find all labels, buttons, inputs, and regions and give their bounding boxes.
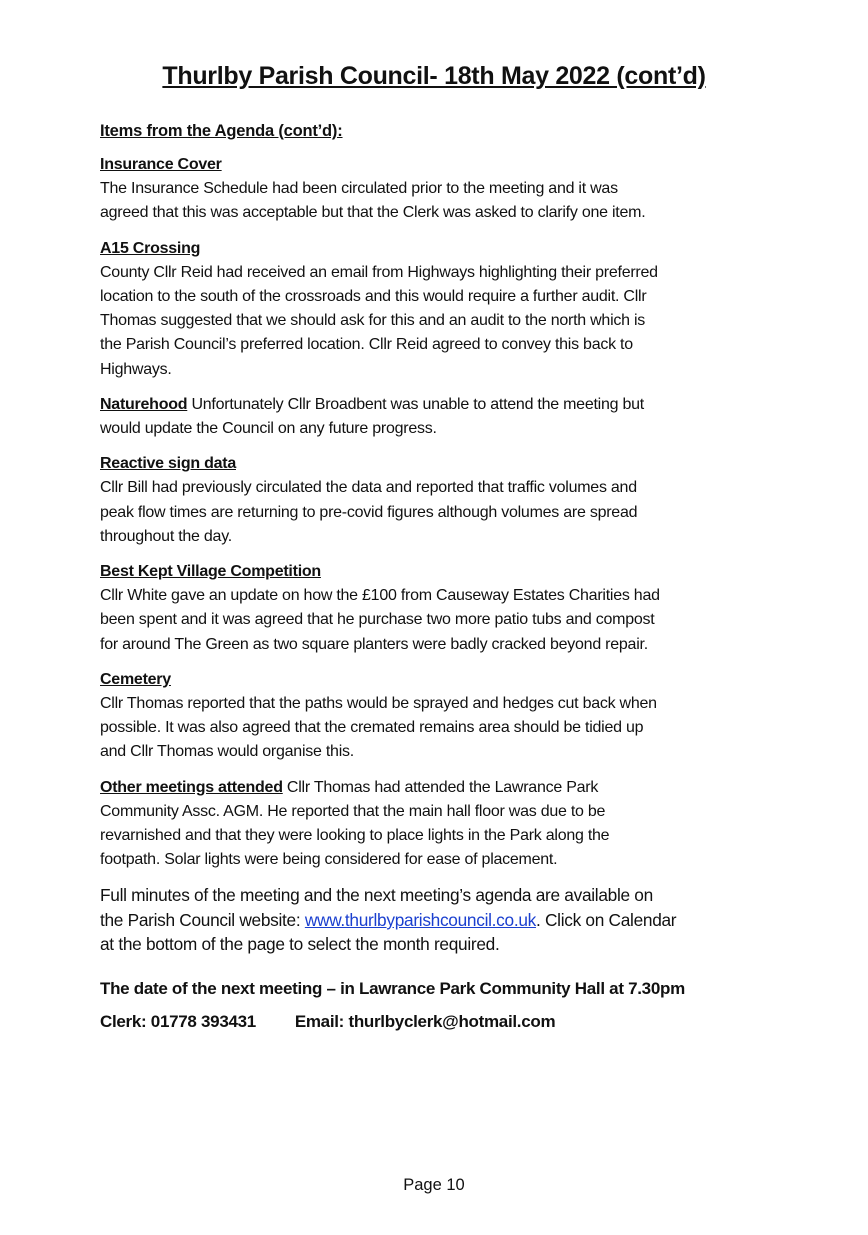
agenda-item-line [100,800,820,824]
document-body [100,122,820,1032]
text: peak flow times are returning to pre-covid figures although volumes are spread [100,503,638,521]
text: and Cllr Thomas would organise this. [100,743,354,761]
text: would update the Council on any future progress. [100,420,437,438]
text: footpath. Solar lights were being considered for ease of placement. [100,851,558,869]
text: the Parish Council’s preferred location. Cllr Reid agreed to convey this back to [100,336,633,354]
agenda-item-line [100,333,820,357]
agenda-item-line [100,633,820,657]
agenda-item-heading: Insurance Cover [100,156,222,173]
agenda-item-heading-line [100,668,820,692]
text: throughout the day. [100,527,232,545]
clerk-contact [100,1012,820,1032]
agenda-item-heading: Naturehood [100,395,188,413]
minutes-info-line: at the bottom of the page to select the month required. [100,934,500,955]
agenda-item-line [100,501,820,525]
agenda-item-line [100,285,820,309]
minutes-info-line [100,908,820,933]
agenda-item [100,452,820,549]
text: The Insurance Schedule had been circulated prior to the meeting and it was [100,180,618,198]
next-meeting: The date of the next meeting – in Lawrance Park Community Hall at 7.30pm [100,978,685,998]
agenda-item-heading-line [100,560,820,584]
text: Highways. [100,360,172,378]
agenda-item [100,153,820,226]
agenda-item [100,560,820,657]
text: Cllr White gave an update on how the £100 from Causeway Estates Charities had [100,587,660,605]
agenda-item-line [100,417,820,441]
agenda-heading: Items from the Agenda (cont’d): [100,122,343,140]
text: . Click on Calendar [535,909,677,930]
text: Community Assc. AGM. He reported that the main hall floor was due to be [100,802,606,820]
clerk-phone: Clerk: 01778 393431 [100,1011,256,1031]
agenda-item [100,668,820,765]
agenda-item-line [100,584,820,608]
text: been spent and it was agreed that he purchase two more patio tubs and compost [100,611,655,629]
agenda-item-heading: Best Kept Village Competition [100,563,321,581]
agenda-item-line [100,309,820,333]
agenda-item-line [100,608,820,632]
text: for around The Green as two square planters were badly cracked beyond repair. [100,635,648,653]
text: Cllr Thomas had attended the Lawrance Park [282,778,599,796]
agenda-item [100,776,820,873]
agenda-item-line [100,716,820,740]
agenda-item-line [100,177,820,201]
website-link[interactable]: www.thurlbyparishcouncil.co.uk [304,909,536,930]
agenda-item-line [100,692,820,716]
text: revarnished and that they were looking to place lights in the Park along the [100,827,610,845]
page-number: Page 10 [403,1176,465,1194]
text: Cllr Thomas reported that the paths would be sprayed and hedges cut back when [100,695,657,713]
text: Thomas suggested that we should ask for this and an audit to the north which is [100,312,646,330]
agenda-item-line [100,525,820,549]
agenda-item [100,393,820,441]
agenda-item-heading: Cemetery [100,670,171,688]
agenda-item [100,237,820,382]
minutes-info [100,883,820,957]
agenda-item-heading-line [100,237,820,261]
agenda-item-line [100,476,820,500]
agenda-item-heading-line [100,452,820,476]
agenda-item-line [100,393,820,417]
agenda-item-heading-line [100,153,820,177]
agenda-item-heading: Reactive sign data [100,455,236,473]
text: Unfortunately Cllr Broadbent was unable to attend the meeting but [187,395,644,413]
agenda-sections [100,153,820,872]
text: Cllr Bill had previously circulated the data and reported that traffic volumes and [100,479,637,497]
text: location to the south of the crossroads and this would require a further audit. Cllr [100,288,647,306]
agenda-item-line [100,740,820,764]
agenda-item-line [100,776,820,800]
text: County Cllr Reid had received an email from Highways highlighting their preferred [100,263,658,281]
page-title: Thurlby Parish Council- 18th May 2022 (cont’d) [162,62,706,90]
text: possible. It was also agreed that the cremated remains area should be tidied up [100,719,644,737]
minutes-info-line: Full minutes of the meeting and the next meeting’s agenda are available on [100,885,653,906]
agenda-item-line [100,358,820,382]
agenda-item-line [100,261,820,285]
agenda-item-line [100,201,820,225]
agenda-item-heading: A15 Crossing [100,239,201,257]
agenda-item-line [100,848,820,872]
agenda-item-heading: Other meetings attended [100,778,283,796]
clerk-email: Email: thurlbyclerk@hotmail.com [294,1011,556,1031]
text: the Parish Council website: [100,909,305,930]
agenda-item-line [100,824,820,848]
text: agreed that this was acceptable but that the Clerk was asked to clarify one item. [100,204,646,222]
